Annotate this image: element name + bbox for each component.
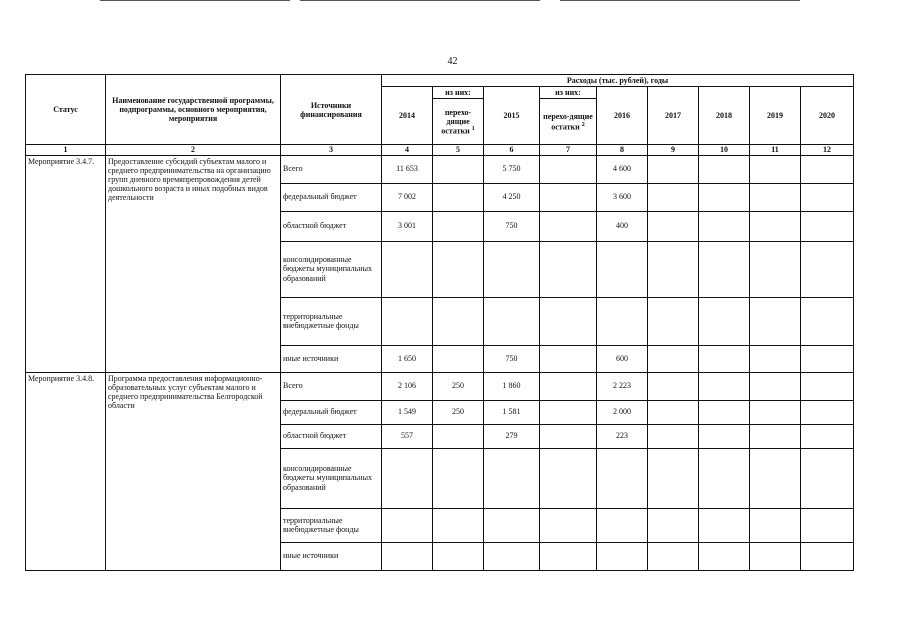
value-2017-cell: [648, 424, 699, 448]
value-2017-cell: [648, 211, 699, 241]
value-2018-cell: [699, 183, 750, 211]
header-year-2018: 2018: [699, 87, 750, 145]
value-2016-cell: 223: [597, 424, 648, 448]
header-year-2014: 2014: [382, 87, 433, 145]
value-2015-cell: 750: [484, 345, 540, 372]
header-year-2015: 2015: [484, 87, 540, 145]
carryover-2015-cell: [540, 424, 597, 448]
header-carryover-1: перехо-дящие остатки $^1$: [433, 99, 484, 145]
value-2020-cell: [801, 372, 854, 400]
col-num: 12: [801, 145, 854, 155]
value-2019-cell: [750, 241, 801, 297]
value-2018-cell: [699, 448, 750, 508]
status-cell: Мероприятие 3.4.8.: [26, 372, 106, 570]
value-2018-cell: [699, 155, 750, 183]
carryover-2014-cell: [433, 345, 484, 372]
top-border-center: [300, 0, 540, 1]
carryover-2015-cell: [540, 345, 597, 372]
table-row: [26, 155, 854, 183]
value-2016-cell: 4 600: [597, 155, 648, 183]
footnote-mark-1: 1: [471, 126, 475, 133]
carryover-2015-cell: [540, 400, 597, 424]
header-status: Статус: [26, 75, 106, 145]
value-2019-cell: [750, 448, 801, 508]
col-num: 11: [750, 145, 801, 155]
source-cell: иные источники: [281, 345, 382, 372]
col-num: 9: [648, 145, 699, 155]
header-year-2017: 2017: [648, 87, 699, 145]
value-2018-cell: [699, 542, 750, 570]
carryover-2014-cell: 250: [433, 372, 484, 400]
value-2017-cell: [648, 241, 699, 297]
value-2015-cell: [484, 542, 540, 570]
source-cell: территориальные внебюджетные фонды: [281, 297, 382, 345]
value-2018-cell: [699, 297, 750, 345]
value-2018-cell: [699, 211, 750, 241]
value-2015-cell: 1 581: [484, 400, 540, 424]
top-border-right: [560, 0, 800, 1]
value-2014-cell: 1 549: [382, 400, 433, 424]
carryover-2014-cell: [433, 241, 484, 297]
measure-name-cell: Предоставление субсидий субъектам малого и среднего предпринимательства на организацию групп дневного времяпрепровождения детей дошкольного возраста и иных подобных видов деятельности: [106, 155, 281, 372]
source-cell: консолидированные бюджеты муниципальных образований: [281, 448, 382, 508]
col-num: 7: [540, 145, 597, 155]
value-2015-cell: 4 250: [484, 183, 540, 211]
value-2016-cell: 400: [597, 211, 648, 241]
value-2014-cell: 1 650: [382, 345, 433, 372]
value-2016-cell: [597, 508, 648, 542]
header-year-2016: 2016: [597, 87, 648, 145]
measure-name-cell: Программа предоставления информационно-образовательных услуг субъектам малого и среднего предпринимательства Белгородской области: [106, 372, 281, 570]
source-cell: областной бюджет: [281, 424, 382, 448]
value-2017-cell: [648, 297, 699, 345]
value-2020-cell: [801, 424, 854, 448]
carryover-2014-cell: 250: [433, 400, 484, 424]
value-2017-cell: [648, 542, 699, 570]
source-cell: территориальные внебюджетные фонды: [281, 508, 382, 542]
value-2014-cell: [382, 297, 433, 345]
value-2018-cell: [699, 400, 750, 424]
value-2015-cell: 1 860: [484, 372, 540, 400]
value-2020-cell: [801, 211, 854, 241]
value-2018-cell: [699, 345, 750, 372]
value-2019-cell: [750, 297, 801, 345]
col-num: 1: [26, 145, 106, 155]
carryover-2014-cell: [433, 211, 484, 241]
carryover-2014-cell: [433, 542, 484, 570]
value-2014-cell: 2 106: [382, 372, 433, 400]
value-2016-cell: [597, 241, 648, 297]
value-2014-cell: 7 002: [382, 183, 433, 211]
value-2014-cell: [382, 508, 433, 542]
value-2016-cell: [597, 448, 648, 508]
header-expenses: Расходы (тыс. рублей), годы: [382, 75, 854, 87]
value-2015-cell: [484, 508, 540, 542]
col-num: 3: [281, 145, 382, 155]
value-2014-cell: [382, 542, 433, 570]
value-2019-cell: [750, 400, 801, 424]
carryover-2014-cell: [433, 155, 484, 183]
top-border-left: [100, 0, 290, 1]
value-2017-cell: [648, 448, 699, 508]
carryover-2015-cell: [540, 155, 597, 183]
carryover-2014-cell: [433, 508, 484, 542]
value-2019-cell: [750, 155, 801, 183]
carryover-2015-cell: [540, 542, 597, 570]
col-num: 8: [597, 145, 648, 155]
value-2016-cell: [597, 297, 648, 345]
value-2019-cell: [750, 542, 801, 570]
header-sources: Источники финансирования: [281, 75, 382, 145]
source-cell: консолидированные бюджеты муниципальных образований: [281, 241, 382, 297]
value-2020-cell: [801, 297, 854, 345]
header-of-them-2: из них:: [540, 87, 597, 99]
header-name: Наименование государственной программы, подпрограммы, основного мероприятия, мероприятия: [106, 75, 281, 145]
header-year-2020: 2020: [801, 87, 854, 145]
col-num: 5: [433, 145, 484, 155]
value-2019-cell: [750, 211, 801, 241]
value-2017-cell: [648, 400, 699, 424]
source-cell: иные источники: [281, 542, 382, 570]
value-2014-cell: [382, 448, 433, 508]
value-2020-cell: [801, 400, 854, 424]
value-2015-cell: [484, 241, 540, 297]
value-2020-cell: [801, 345, 854, 372]
value-2019-cell: [750, 508, 801, 542]
column-number-row: [26, 145, 854, 155]
carryover-2015-cell: [540, 241, 597, 297]
value-2015-cell: 750: [484, 211, 540, 241]
header-year-2019: 2019: [750, 87, 801, 145]
col-num: 6: [484, 145, 540, 155]
value-2018-cell: [699, 508, 750, 542]
value-2014-cell: 11 653: [382, 155, 433, 183]
status-cell: Мероприятие 3.4.7.: [26, 155, 106, 372]
carryover-2015-cell: [540, 297, 597, 345]
value-2016-cell: 600: [597, 345, 648, 372]
col-num: 10: [699, 145, 750, 155]
col-num: 2: [106, 145, 281, 155]
footnote-mark-2: 2: [581, 121, 585, 128]
source-cell: Всего: [281, 372, 382, 400]
carryover-2014-cell: [433, 424, 484, 448]
value-2016-cell: 2 223: [597, 372, 648, 400]
source-cell: федеральный бюджет: [281, 400, 382, 424]
value-2015-cell: 279: [484, 424, 540, 448]
value-2020-cell: [801, 155, 854, 183]
carryover-2015-cell: [540, 211, 597, 241]
value-2017-cell: [648, 155, 699, 183]
value-2014-cell: [382, 241, 433, 297]
header-carryover-2: перехо-дящие остатки $^2$: [540, 99, 597, 145]
value-2017-cell: [648, 372, 699, 400]
value-2018-cell: [699, 241, 750, 297]
carryover-2014-cell: [433, 297, 484, 345]
value-2017-cell: [648, 345, 699, 372]
value-2016-cell: [597, 542, 648, 570]
value-2018-cell: [699, 372, 750, 400]
carryover-2015-cell: [540, 508, 597, 542]
value-2014-cell: 557: [382, 424, 433, 448]
value-2015-cell: 5 750: [484, 155, 540, 183]
table-row: [26, 372, 854, 400]
carryover-2015-cell: [540, 183, 597, 211]
value-2020-cell: [801, 542, 854, 570]
value-2014-cell: 3 001: [382, 211, 433, 241]
col-num: 4: [382, 145, 433, 155]
value-2020-cell: [801, 183, 854, 211]
value-2015-cell: [484, 448, 540, 508]
value-2020-cell: [801, 241, 854, 297]
value-2020-cell: [801, 508, 854, 542]
budget-table: [25, 74, 854, 571]
value-2015-cell: [484, 297, 540, 345]
carryover-2015-cell: [540, 448, 597, 508]
header-of-them-1: из них:: [433, 87, 484, 99]
carryover-2014-cell: [433, 448, 484, 508]
value-2016-cell: 2 000: [597, 400, 648, 424]
carryover-2015-cell: [540, 372, 597, 400]
value-2019-cell: [750, 424, 801, 448]
carryover-2014-cell: [433, 183, 484, 211]
value-2019-cell: [750, 183, 801, 211]
value-2017-cell: [648, 508, 699, 542]
source-cell: областной бюджет: [281, 211, 382, 241]
value-2019-cell: [750, 345, 801, 372]
source-cell: Всего: [281, 155, 382, 183]
value-2019-cell: [750, 372, 801, 400]
source-cell: федеральный бюджет: [281, 183, 382, 211]
page-number: 42: [447, 56, 458, 67]
value-2017-cell: [648, 183, 699, 211]
value-2016-cell: 3 600: [597, 183, 648, 211]
value-2020-cell: [801, 448, 854, 508]
value-2018-cell: [699, 424, 750, 448]
